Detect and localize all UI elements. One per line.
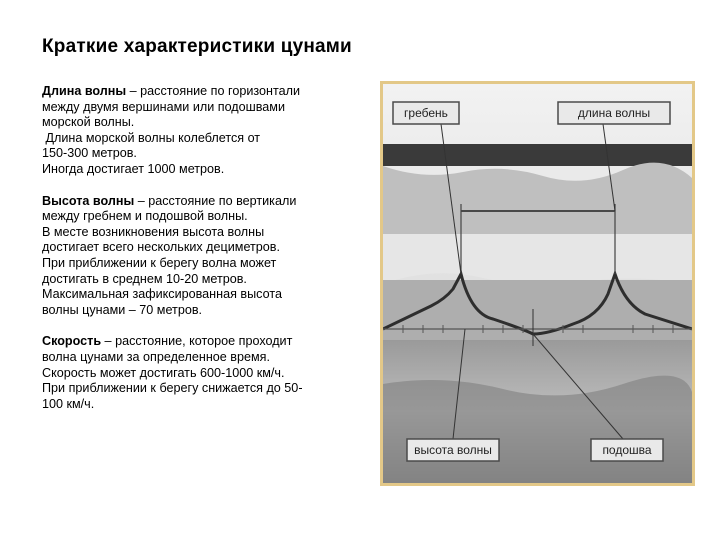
text-line: При приближении к берегу снижается до 50- [42, 381, 303, 396]
text-line: При приближении к берегу волна может [42, 255, 277, 270]
text-line: В месте возникновения высота волны [42, 224, 265, 239]
label-crest [393, 102, 459, 124]
label-wave-height-text: высота волны [414, 443, 492, 457]
label-trough-text: подошва [602, 443, 652, 457]
label-trough [591, 439, 663, 461]
text-line: 150-300 метров. [42, 146, 137, 161]
text-line: Длина морской волны колеблется от [42, 130, 261, 145]
text-line: – расстояние по горизонтали [126, 84, 300, 98]
term-wavelength: Длина волны [42, 84, 127, 98]
dark-horizon-band [383, 144, 692, 166]
text-line: Иногда достигает 1000 метров. [42, 161, 225, 176]
text-line: достигать в среднем 10-20 метров. [42, 271, 247, 286]
paragraph-wavelength [42, 84, 372, 178]
text-line: – расстояние по вертикали [134, 193, 297, 208]
text-column [42, 84, 372, 428]
text-line: между гребнем и подошвой волны. [42, 209, 248, 224]
text-line: Максимальная зафиксированная высота [42, 287, 282, 302]
sea-band-upper [383, 280, 692, 340]
page-title: Краткие характеристики цунами [42, 36, 352, 57]
text-line: Скорость может достигать 600-1000 км/ч. [42, 365, 285, 380]
tsunami-diagram-svg [383, 84, 692, 483]
text-line: – расстояние, которое проходит [101, 334, 293, 349]
tsunami-diagram [380, 81, 695, 486]
text-line: волна цунами за определенное время. [42, 349, 270, 364]
text-line: достигает всего нескольких дециметров. [42, 240, 280, 255]
label-wave-height [407, 439, 499, 461]
label-crest-text: гребень [404, 106, 448, 120]
text-line: между двумя вершинами или подошвами [42, 99, 285, 114]
text-line: волны цунами – 70 метров. [42, 302, 203, 317]
label-wavelength [558, 102, 670, 124]
text-line: 100 км/ч. [42, 396, 95, 411]
label-wavelength-text: длина волны [577, 106, 651, 120]
text-line: морской волны. [42, 115, 135, 130]
term-speed: Скорость [42, 334, 102, 349]
term-wave-height: Высота волны [42, 193, 135, 208]
paragraph-speed [42, 334, 372, 412]
paragraph-wave-height [42, 194, 372, 319]
